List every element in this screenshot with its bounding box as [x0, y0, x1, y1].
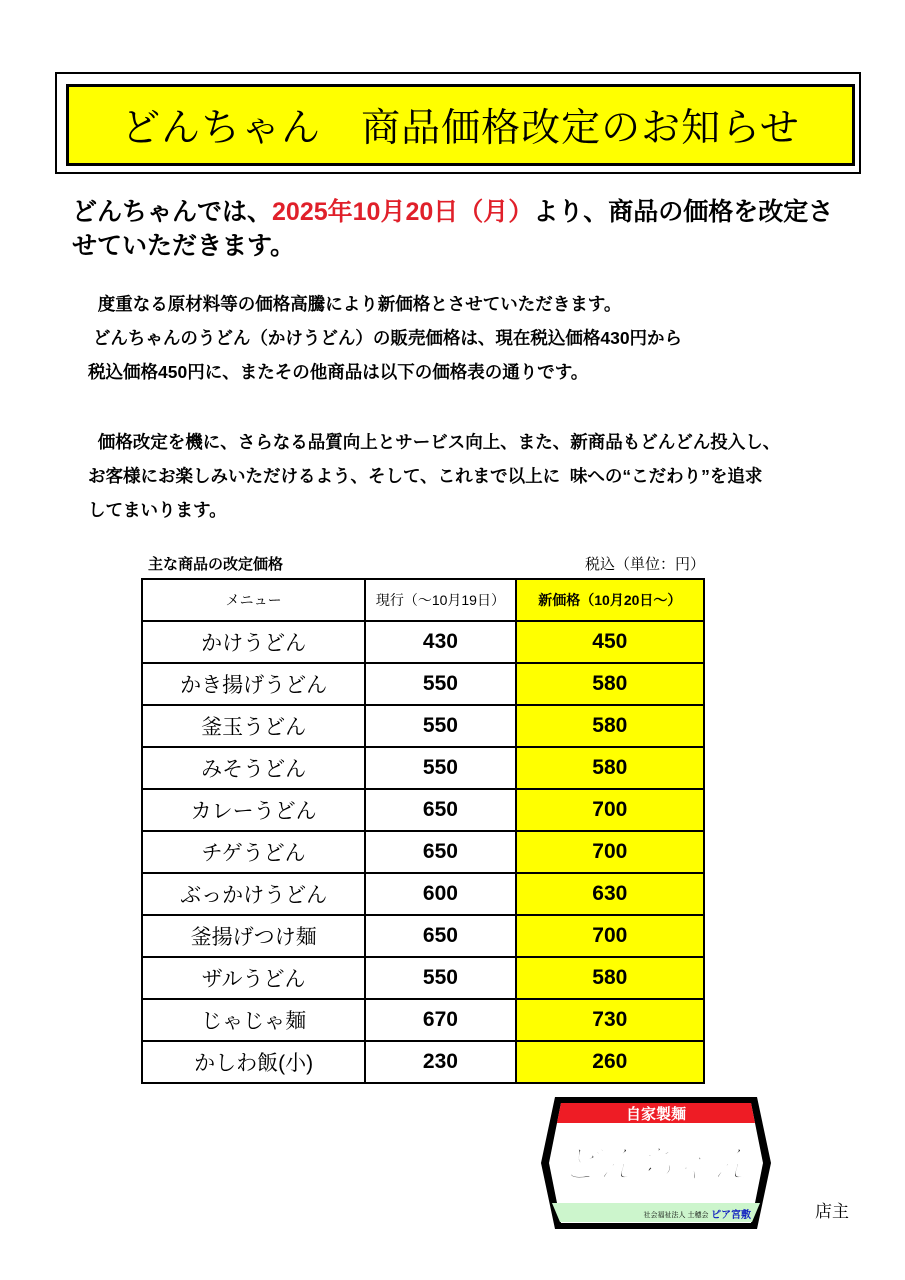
current-price-cell: 550 — [365, 957, 515, 999]
logo-org: 社会福祉法人 土穂会 — [643, 1212, 709, 1219]
menu-cell: かけうどん — [142, 621, 365, 663]
new-price-cell: 700 — [516, 789, 704, 831]
current-price-cell: 670 — [365, 999, 515, 1041]
logo-brand: ピア宮敷 — [711, 1210, 751, 1221]
lead-text — [72, 195, 852, 263]
table-caption: 主な商品の改定価格 — [148, 556, 284, 573]
logo-name: どんちゃん — [560, 1144, 752, 1186]
owner-signature: 店主 — [815, 1202, 849, 1221]
new-price-cell: 580 — [516, 705, 704, 747]
menu-cell: チゲうどん — [142, 831, 365, 873]
header-current: 現行（～10月19日） — [365, 579, 515, 621]
paragraph-line: してまいります。 — [88, 500, 227, 520]
new-price-cell: 700 — [516, 831, 704, 873]
table-row — [142, 621, 704, 663]
current-price-cell: 600 — [365, 873, 515, 915]
paragraph-line: 価格改定を機に、さらなる品質向上とサービス向上、また、新商品もどんどん投入し、 — [88, 432, 781, 452]
table-row — [142, 999, 704, 1041]
menu-cell: かき揚げうどん — [142, 663, 365, 705]
table-row — [142, 663, 704, 705]
new-price-cell: 580 — [516, 663, 704, 705]
current-price-cell: 550 — [365, 747, 515, 789]
new-price-cell: 580 — [516, 957, 704, 999]
current-price-cell: 650 — [365, 831, 515, 873]
table-row — [142, 915, 704, 957]
table-row — [142, 873, 704, 915]
current-price-cell: 650 — [365, 915, 515, 957]
dontyan-logo — [541, 1095, 771, 1231]
menu-cell: カレーうどん — [142, 789, 365, 831]
page-title — [66, 84, 855, 166]
new-price-cell: 260 — [516, 1041, 704, 1083]
current-price-cell: 430 — [365, 621, 515, 663]
table-row — [142, 747, 704, 789]
logo-tagline: 自家製麺 — [625, 1106, 687, 1123]
current-price-cell: 650 — [365, 789, 515, 831]
menu-cell: ぶっかけうどん — [142, 873, 365, 915]
paragraph-line: 度重なる原材料等の価格高騰により新価格とさせていただきます。 — [88, 294, 622, 314]
price-table — [141, 578, 705, 1084]
paragraph-line: どんちゃんのうどん（かけうどん）の販売価格は、現在税込価格430円から — [88, 328, 683, 348]
unit-note: 税込（単位：円） — [585, 556, 706, 573]
table-header-row — [142, 579, 704, 621]
current-price-cell: 550 — [365, 705, 515, 747]
table-row — [142, 705, 704, 747]
new-price-cell: 730 — [516, 999, 704, 1041]
new-price-cell: 630 — [516, 873, 704, 915]
new-price-cell: 450 — [516, 621, 704, 663]
lead-before: どんちゃんでは、 — [72, 198, 273, 226]
new-price-cell: 580 — [516, 747, 704, 789]
current-price-cell: 230 — [365, 1041, 515, 1083]
paragraph-line: 税込価格450円に、またその他商品は以下の価格表の通りです。 — [88, 362, 589, 382]
menu-cell: みそうどん — [142, 747, 365, 789]
table-row — [142, 957, 704, 999]
header-new: 新価格（10月20日～） — [516, 579, 704, 621]
current-price-cell: 550 — [365, 663, 515, 705]
table-row — [142, 1041, 704, 1083]
menu-cell: 釜揚げつけ麺 — [142, 915, 365, 957]
table-row — [142, 789, 704, 831]
table-row — [142, 831, 704, 873]
menu-cell: ザルうどん — [142, 957, 365, 999]
paragraph-line: お客様にお楽しみいただけるよう、そして、これまで以上に 味への“こだわり”を追求 — [88, 466, 763, 486]
paragraph-price-change — [88, 287, 682, 389]
paragraph-commitment — [88, 425, 780, 527]
lead-after: より、商品の価格を改定させていただきます。 — [72, 198, 834, 260]
new-price-cell: 700 — [516, 915, 704, 957]
menu-cell: 釜玉うどん — [142, 705, 365, 747]
header-menu: メニュー — [142, 579, 365, 621]
effective-date: 2025年10月20日（月） — [272, 198, 534, 226]
page-title-text: どんちゃん 商品価格改定のお知らせ — [121, 107, 800, 150]
menu-cell: じゃじゃ麺 — [142, 999, 365, 1041]
menu-cell: かしわ飯(小) — [142, 1041, 365, 1083]
